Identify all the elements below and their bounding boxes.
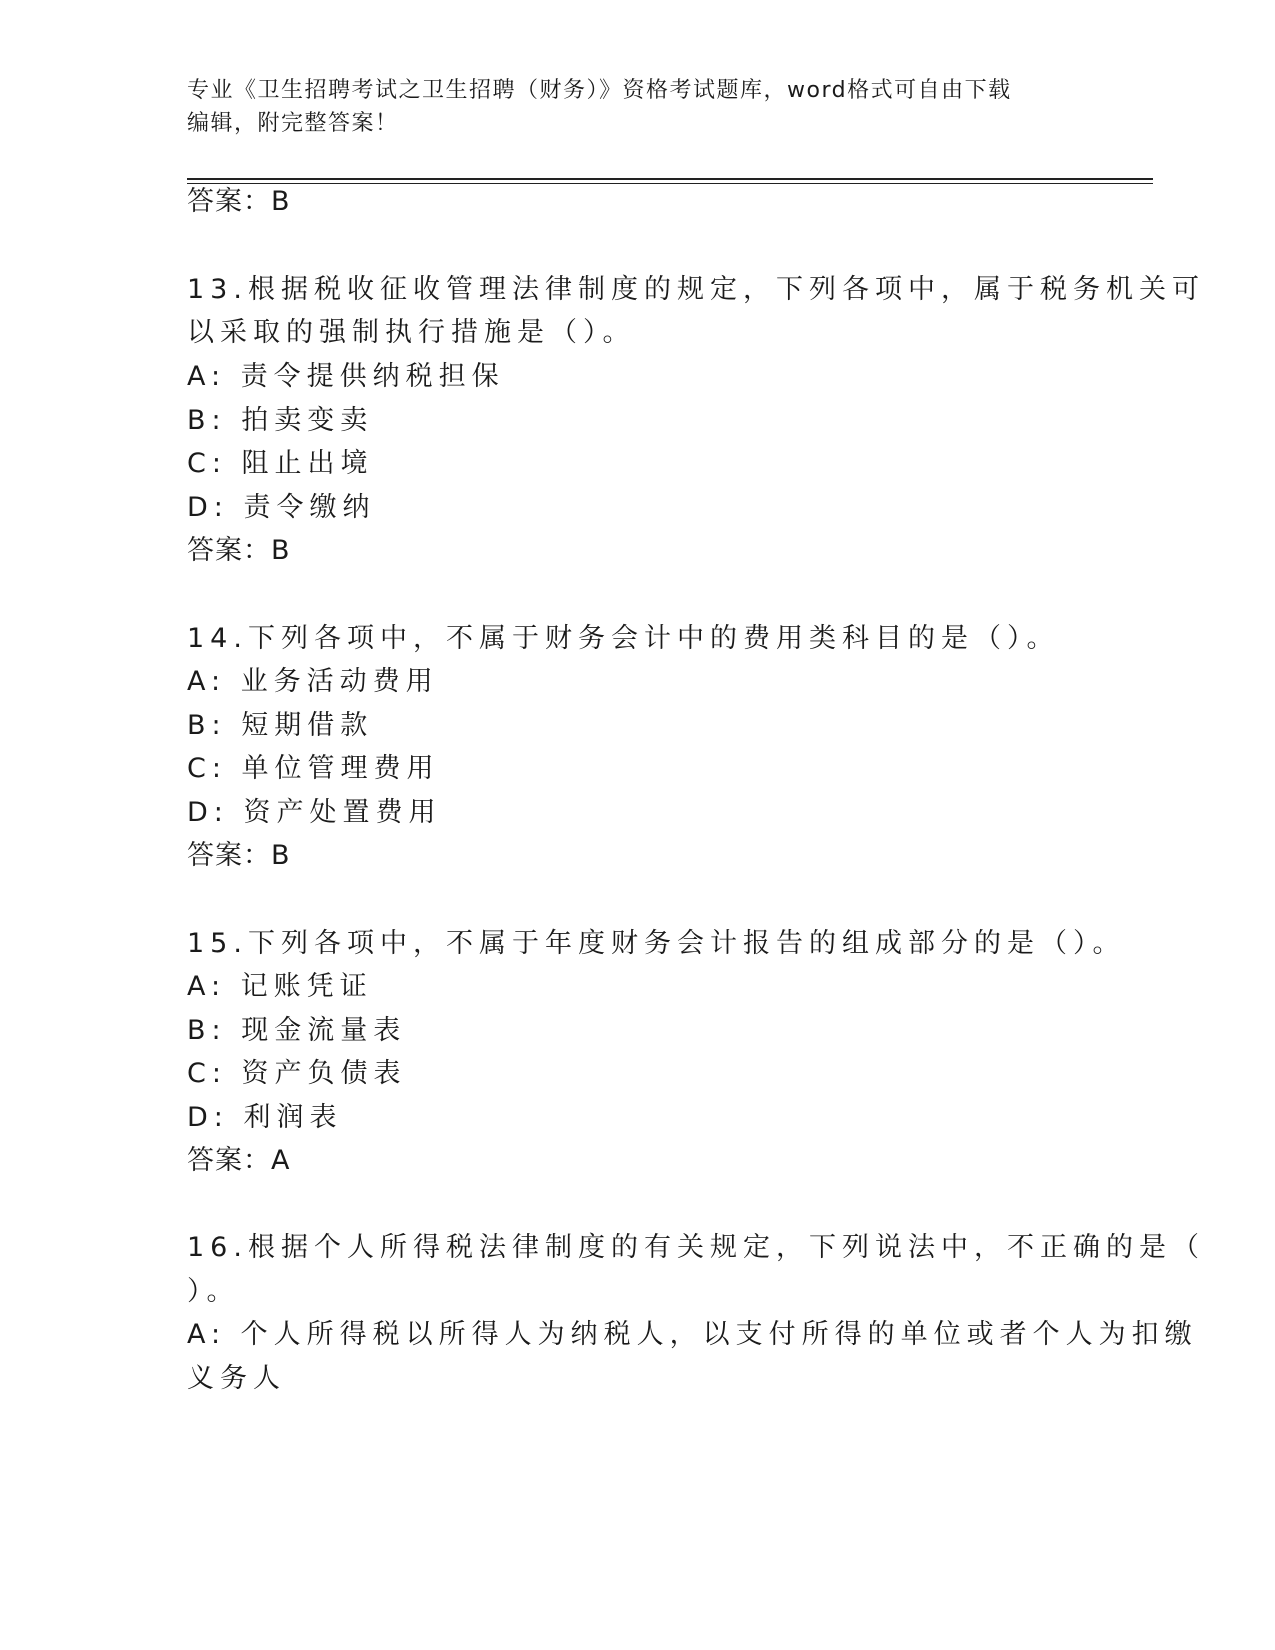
question-13-option-c: C: 阻止出境: [187, 448, 374, 479]
question-15-option-d: D: 利润表: [187, 1102, 343, 1133]
question-14-stem-line-1: 14.下列各项中，不属于财务会计中的费用类科目的是（）。: [187, 623, 1060, 654]
question-14-answer: 答案：B: [187, 840, 291, 871]
header-divider-thin: [187, 183, 1153, 184]
question-13-stem-line-1: 13.根据税收征收管理法律制度的规定，下列各项中，属于税务机关可: [187, 274, 1205, 305]
question-14-option-d: D: 资产处置费用: [187, 797, 442, 828]
question-13-answer: 答案：B: [187, 535, 291, 566]
header-divider-thick: [187, 178, 1153, 180]
question-15-stem-line-1: 15.下列各项中，不属于年度财务会计报告的组成部分的是（）。: [187, 928, 1126, 959]
question-15-option-c: C: 资产负债表: [187, 1058, 407, 1089]
header-line-2: 编辑，附完整答案！: [187, 111, 399, 136]
question-13-option-a: A: 责令提供纳税担保: [187, 361, 505, 392]
question-15-option-b: B: 现金流量表: [187, 1015, 407, 1046]
question-13-option-d: D: 责令缴纳: [187, 492, 376, 523]
answer-previous-question: 答案：B: [187, 186, 291, 217]
question-15-answer: 答案：A: [187, 1145, 291, 1176]
question-13-option-b: B: 拍卖变卖: [187, 405, 374, 436]
question-14-option-a: A: 业务活动费用: [187, 666, 439, 697]
question-16-option-a-line-2: 义务人: [187, 1363, 286, 1394]
question-16-stem-line-1: 16.根据个人所得税法律制度的有关规定，下列说法中，不正确的是（: [187, 1232, 1205, 1263]
question-14-option-c: C: 单位管理费用: [187, 753, 440, 784]
question-13-stem-line-2: 以采取的强制执行措施是（）。: [187, 317, 636, 348]
question-15-option-a: A: 记账凭证: [187, 971, 373, 1002]
question-14-option-b: B: 短期借款: [187, 710, 374, 741]
header-line-1: 专业《卫生招聘考试之卫生招聘（财务）》资格考试题库，word格式可自由下载: [187, 78, 1012, 103]
question-16-option-a-line-1: A: 个人所得税以所得人为纳税人，以支付所得的单位或者个人为扣缴: [187, 1319, 1198, 1350]
question-16-stem-line-2: ）。: [187, 1276, 240, 1307]
document-header-text: [187, 74, 1087, 140]
